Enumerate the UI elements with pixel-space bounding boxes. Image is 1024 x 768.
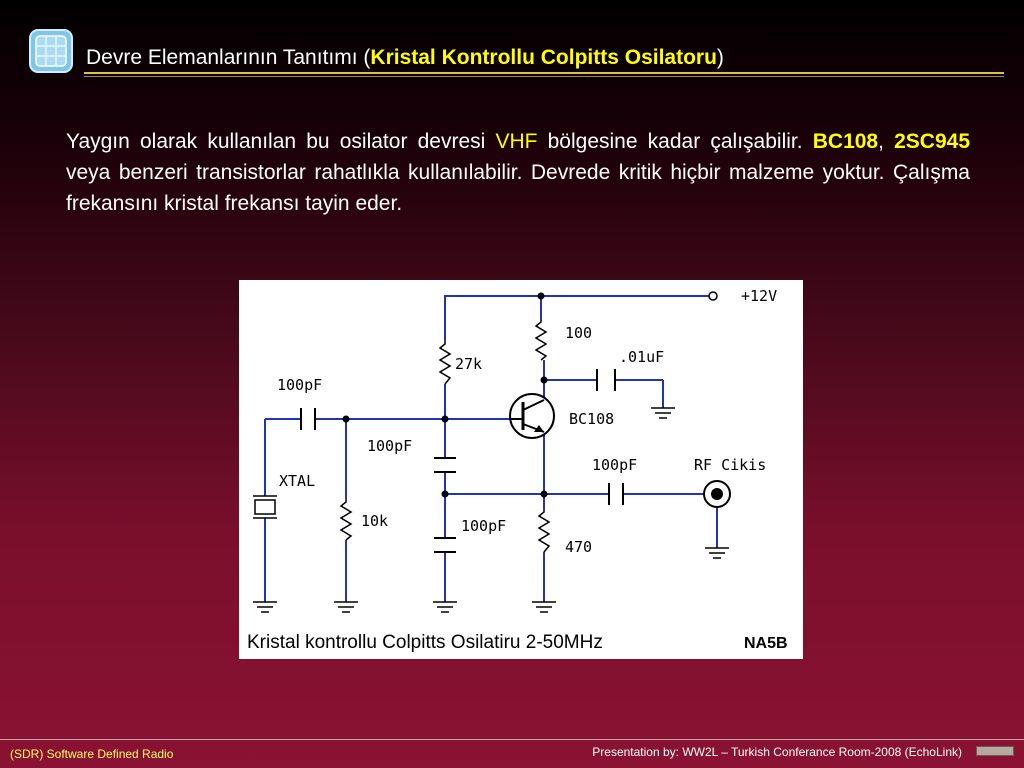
label-c01uf: .01uF xyxy=(619,348,665,366)
title-highlight: Kristal Kontrollu Colpitts Osilatoru xyxy=(370,46,717,69)
page-title xyxy=(86,46,724,70)
supply-terminal-icon xyxy=(709,292,717,300)
label-supply: +12V xyxy=(741,287,778,305)
label-rf-out: RF Cikis xyxy=(694,456,767,474)
text-segment: Yaygın olarak kullanılan bu osilator devresi xyxy=(66,130,496,153)
ground-symbols xyxy=(253,408,729,612)
label-c100pf-in: 100pF xyxy=(277,376,323,394)
title-prefix: Devre Elemanlarının Tanıtımı ( xyxy=(86,46,371,69)
bc108-highlight: BC108 xyxy=(812,130,879,153)
footer-left: (SDR) Software Defined Radio xyxy=(10,747,174,761)
label-transistor: BC108 xyxy=(569,410,615,428)
transistor-icon xyxy=(510,394,554,438)
footer-rule xyxy=(0,739,1024,740)
logo-icon xyxy=(28,28,74,74)
label-c100pf-low: 100pF xyxy=(461,517,507,535)
label-r100: 100 xyxy=(565,324,593,342)
circuit-diagram xyxy=(239,280,803,659)
title-suffix: ) xyxy=(716,46,724,69)
description-paragraph xyxy=(66,126,970,219)
crystal-icon xyxy=(253,496,277,518)
diagram-tag: NA5B xyxy=(744,635,788,652)
text-segment: veya benzeri transistorlar rahatlıkla kullanılabilir. Devrede kritik hiçbir malzeme yoktur. Çalışma frekansını kristal frekansı tayin eder. xyxy=(66,161,970,215)
footer-right: Presentation by: WW2L – Turkish Conferance Room-2008 (EchoLink) xyxy=(592,745,962,759)
label-r27k: 27k xyxy=(455,355,483,373)
title-rule-thin xyxy=(84,76,1004,77)
label-r10k: 10k xyxy=(361,512,389,530)
rf-connector-icon xyxy=(704,481,730,507)
wires xyxy=(265,296,717,602)
label-c100pf-mid: 100pF xyxy=(367,437,413,455)
nav-button[interactable] xyxy=(976,746,1014,756)
vhf-highlight: VHF xyxy=(495,130,538,153)
title-rule xyxy=(84,72,1004,74)
label-c100pf-out: 100pF xyxy=(592,456,638,474)
label-r470: 470 xyxy=(565,538,593,556)
diagram-caption: Kristal kontrollu Colpitts Osilatiru 2-50MHz xyxy=(247,632,603,653)
text-segment: , xyxy=(878,130,895,153)
text-segment: bölgesine kadar çalışabilir. xyxy=(537,130,813,153)
sc945-highlight: 2SC945 xyxy=(894,130,970,153)
label-xtal: XTAL xyxy=(279,472,316,490)
